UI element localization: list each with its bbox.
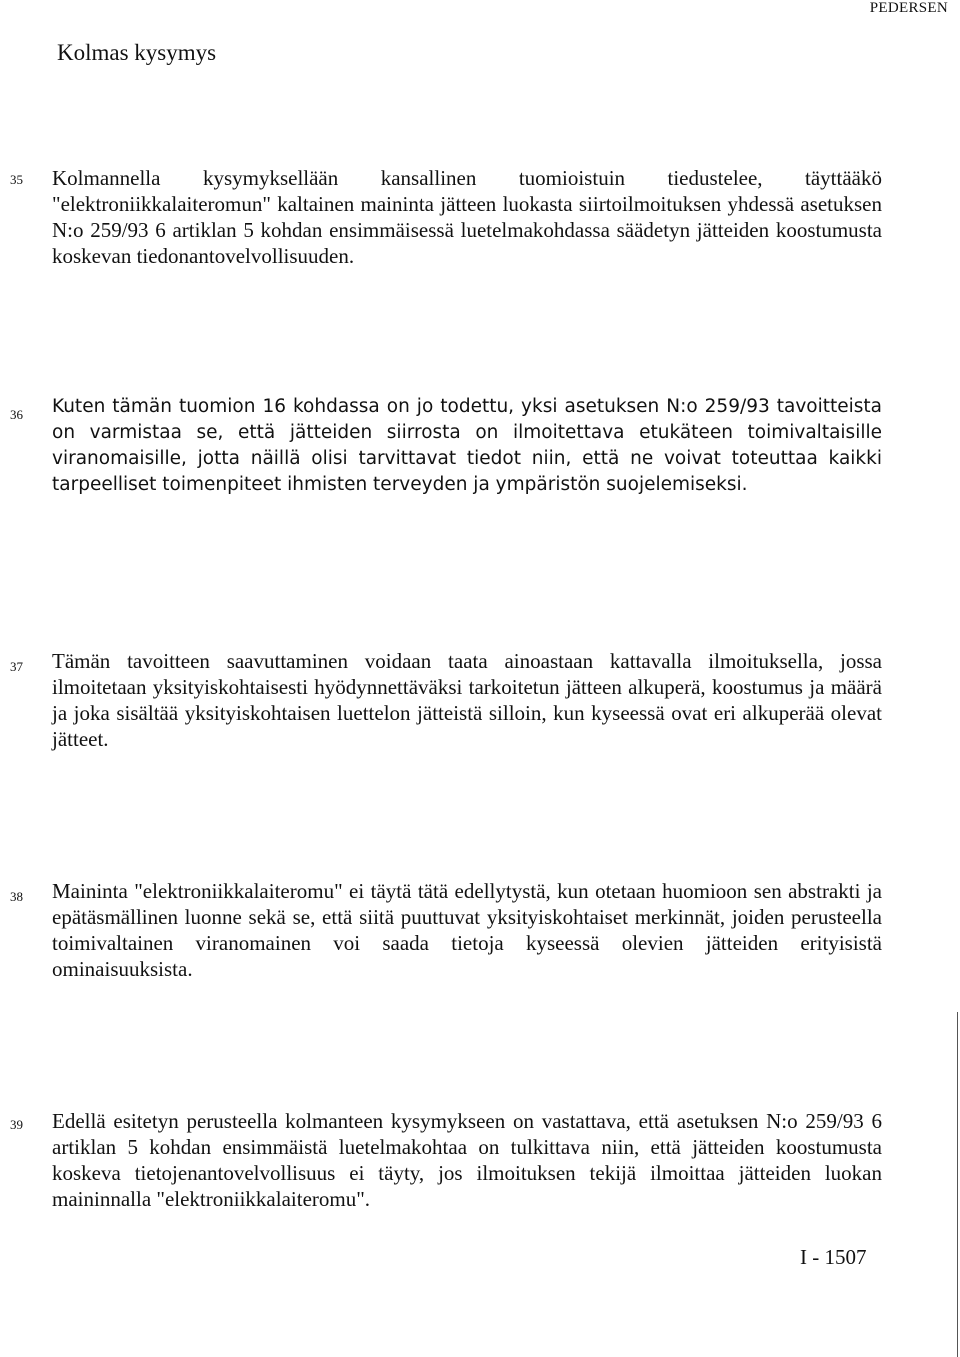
paragraph-number: 37 — [10, 659, 23, 674]
paragraph-number: 39 — [10, 1117, 23, 1132]
page-number: I - 1507 — [800, 1245, 867, 1269]
section-title: Kolmas kysymys — [57, 40, 217, 65]
running-head: PEDERSEN — [869, 0, 948, 16]
paragraph-number: 35 — [10, 172, 23, 187]
margin-rule — [957, 1012, 958, 1357]
paragraph-text: Kuten tämän tuomion 16 kohdassa on jo todettu, yksi asetuksen N:o 259/93 tavoitteista on varmistaa se, että jätteiden siirrosta on ilmoitettava etukäteen toimivaltaisille viranomaisille, jotta näillä olisi tarvittavat tiedot niin, että ne voivat toteuttaa kaikki tarpeelliset toimenpiteet ihmisten terveyden ja ympäristön suojelemiseksi. — [52, 396, 882, 495]
paragraph-number: 38 — [10, 889, 23, 904]
paragraph-text: Kolmannella kysymyksellään kansallinen tuomioistuin tiedustelee, täyttääkö "elektroniikkalaiteromun" kaltainen maininta jätteen luokasta siirtoilmoituksen yhdessä asetuksen N:o 259/93 6 artiklan 5 kohdan ensimmäisessä luetelmakohdassa säädetyn jätteiden koostumusta koskevan tiedonantovelvollisuuden. — [52, 166, 882, 268]
paragraph-number: 36 — [10, 407, 23, 422]
paragraph-text: Edellä esitetyn perusteella kolmanteen kysymykseen on vastattava, että asetuksen N:o 259/93 6 artiklan 5 kohdan ensimmäistä luetelmakohtaa on tulkittava niin, että jätteiden koostumusta koskeva tietojenantovelvollisuus ei täyty, jos ilmoituksen tekijä ilmoittaa jätteiden luokan maininnalla "elektroniikkalaiteromu". — [52, 1109, 882, 1211]
paragraph-text: Tämän tavoitteen saavuttaminen voidaan taata ainoastaan kattavalla ilmoituksella, jossa ilmoitetaan yksityiskohtaisesti hyödynnettäväksi tarkoitetun jätteen alkuperä, koostumus ja määrä ja joka sisältää yksityiskohtaisen luettelon jätteistä silloin, kun kyseessä ovat eri alkuperää olevat jätteet. — [52, 649, 882, 751]
paragraph-text: Maininta "elektroniikkalaiteromu" ei täytä tätä edellytystä, kun otetaan huomioon sen abstrakti ja epätäsmällinen luonne sekä se, että siitä puuttuvat yksityiskohtaiset merkinnät, joiden perusteella toimivaltainen viranomainen voi saada tietoja kyseessä olevien jätteiden erityisistä ominaisuuksista. — [52, 879, 882, 981]
